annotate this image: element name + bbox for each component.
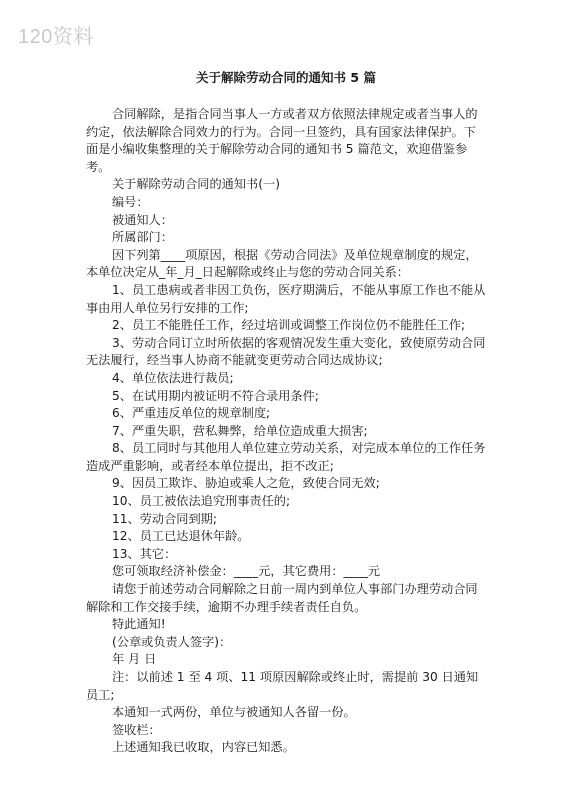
paragraph: 1、员工患病或者非因工负伤，医疗期满后，不能从事原工作也不能从事由用人单位另行安排的工作;: [86, 282, 486, 315]
paragraph: 12、员工已达退休年龄。: [112, 529, 250, 544]
paragraph: 签收栏：: [112, 722, 161, 737]
paragraph: 13、其它：: [112, 546, 177, 561]
document-content: [86, 106, 486, 757]
paragraph: (公章或负责人签字)：: [112, 634, 232, 649]
watermark: 120资料: [18, 26, 94, 48]
paragraph: 10、员工被依法追究刑事责任的;: [112, 494, 291, 509]
paragraph: 本通知一式两份，单位与被通知人各留一份。: [112, 705, 356, 720]
paragraph: 合同解除，是指合同当事人一方或者双方依照法律规定或者当事人的约定，依法解除合同效力的行为。合同一旦签约，具有国家法律保护。下面是小编收集整理的关于解除劳动合同的通知书 5 篇范文，欢迎借鉴参考。: [86, 107, 478, 174]
paragraph: 请您于前述劳动合同解除之日前一周内到单位人事部门办理劳动合同解除和工作交接手续，逾期不办理手续者责任自负。: [86, 582, 478, 614]
paragraph: 注：以前述 1 至 4 项、11 项原因解除或终止时，需提前 30 日通知员工;: [86, 670, 479, 702]
paragraph: 被通知人：: [112, 212, 173, 227]
paragraph: 编号：: [112, 194, 149, 209]
paragraph: 8、员工同时与其他用人单位建立劳动关系，对完成本单位的工作任务造成严重影响，或者经本单位提出，拒不改正;: [86, 441, 486, 473]
paragraph: 关于解除劳动合同的通知书(一): [112, 177, 280, 192]
paragraph: 3、劳动合同订立时所依据的客观情况发生重大变化，致使原劳动合同无法履行，经当事人协商不能就变更劳动合同达成协议;: [86, 335, 486, 368]
paragraph: 6、严重违反单位的规章制度;: [112, 406, 271, 421]
document-body: [86, 70, 486, 757]
paragraph: 7、严重失职，营私舞弊，给单位造成重大损害;: [112, 423, 368, 438]
paragraph: 上述通知我已收取，内容已知悉。: [112, 740, 295, 755]
paragraph: 5、在试用期内被证明不符合录用条件;: [112, 388, 319, 403]
paragraph: 2、员工不能胜任工作，经过培训或调整工作岗位仍不能胜任工作;: [112, 318, 466, 333]
paragraph: 所属部门：: [112, 230, 173, 245]
paragraph: 年 月 日: [112, 652, 157, 667]
paragraph: 11、劳动合同到期;: [112, 511, 217, 526]
paragraph: 9、因员工欺诈、胁迫或乘人之危，致使合同无效;: [112, 476, 380, 491]
paragraph: 4、单位依法进行裁员;: [112, 370, 234, 385]
paragraph: 您可领取经济补偿金：____元，其它费用：____元: [112, 564, 381, 579]
document-title: 关于解除劳动合同的通知书 5 篇: [196, 70, 376, 85]
paragraph: 特此通知!: [112, 617, 166, 632]
paragraph: 因下列第____项原因，根据《劳动合同法》及单位规章制度的规定，本单位决定从_年_月_日起解除或终止与您的劳动合同关系：: [86, 247, 478, 280]
